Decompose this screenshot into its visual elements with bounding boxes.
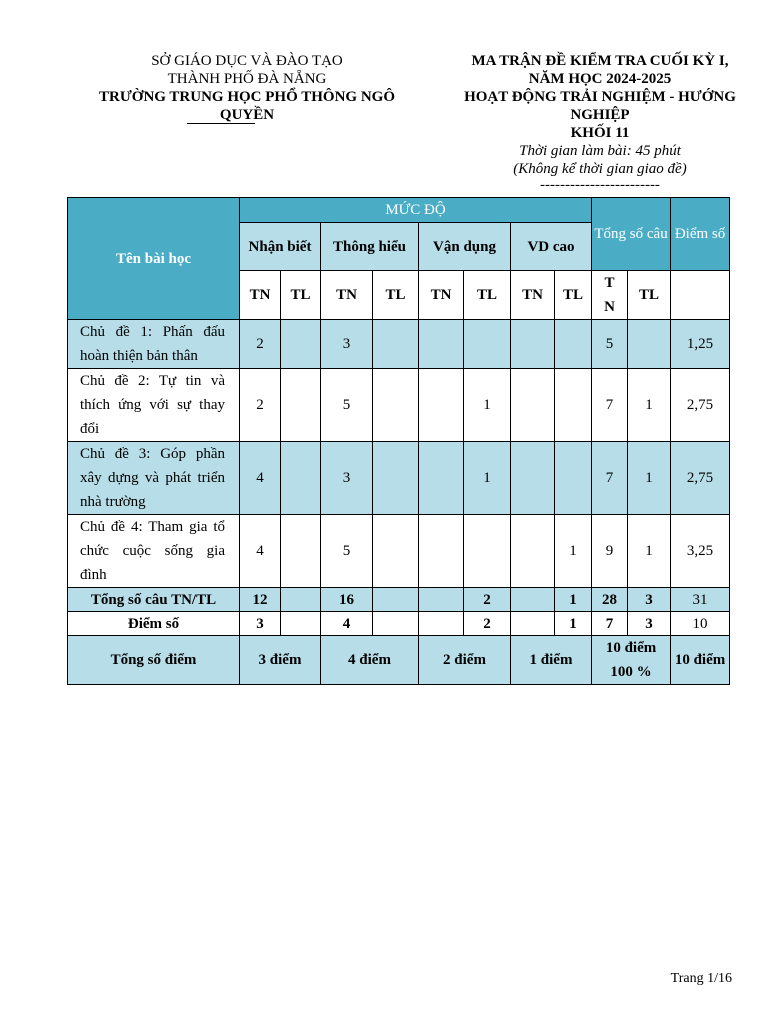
exam-time-note: (Không kể thời gian giao đề) — [513, 161, 687, 177]
topic-column-header: Tên bài học — [68, 198, 240, 320]
value-cell: 1 — [628, 369, 671, 442]
topic-cell: Chủ đề 4: Tham gia tổ chức cuộc sống gia đình — [68, 515, 240, 588]
topic-cell: Chủ đề 3: Góp phần xây dựng và phát triển nhà trường — [68, 442, 240, 515]
value-cell — [419, 612, 464, 636]
value-cell: 2 — [240, 369, 281, 442]
total-application: 2 điểm — [419, 636, 511, 685]
value-cell — [373, 588, 419, 612]
value-cell — [511, 320, 555, 369]
total-advanced-application: 1 điểm — [511, 636, 592, 685]
value-cell: 1 — [464, 369, 511, 442]
level-header: MỨC ĐỘ — [240, 198, 592, 223]
value-cell: 7 — [592, 612, 628, 636]
value-cell: 5 — [592, 320, 628, 369]
value-cell: 4 — [321, 612, 373, 636]
value-cell: 2 — [464, 612, 511, 636]
value-cell: 3 — [321, 442, 373, 515]
value-cell — [628, 320, 671, 369]
value-cell — [511, 588, 555, 612]
subject-line-1: HOẠT ĐỘNG TRẢI NGHIỆM - HƯỚNG — [464, 89, 736, 105]
value-cell — [373, 612, 419, 636]
value-cell: 1 — [628, 442, 671, 515]
value-cell — [281, 612, 321, 636]
score-cell: 3,25 — [671, 515, 730, 588]
sum-row — [68, 588, 730, 612]
subheader-total-tn: T N — [592, 271, 628, 320]
subheader-tl: TL — [464, 271, 511, 320]
value-cell: 4 — [240, 515, 281, 588]
value-cell — [281, 442, 321, 515]
value-cell — [419, 320, 464, 369]
subheader-tn: TN — [240, 271, 281, 320]
value-cell: 3 — [321, 320, 373, 369]
value-cell — [281, 515, 321, 588]
city-line: THÀNH PHỐ ĐÀ NẴNG — [167, 71, 327, 87]
level-recognition: Nhận biết — [240, 223, 321, 271]
exam-header — [440, 52, 760, 192]
score-cell: 31 — [671, 588, 730, 612]
value-cell: 1 — [555, 515, 592, 588]
page-number: Trang 1/16 — [670, 971, 732, 986]
level-comprehension: Thông hiểu — [321, 223, 419, 271]
table-row — [68, 369, 730, 442]
total-percent: 100 % — [610, 664, 652, 680]
department-line: SỞ GIÁO DỤC VÀ ĐÀO TẠO — [151, 53, 343, 69]
value-cell — [373, 369, 419, 442]
exam-time: Thời gian làm bài: 45 phút — [519, 143, 681, 159]
school-name-line-2: QUYỀN — [219, 107, 275, 123]
exam-matrix-table — [67, 197, 730, 685]
value-cell — [511, 612, 555, 636]
value-cell: 5 — [321, 515, 373, 588]
value-cell: 5 — [321, 369, 373, 442]
value-cell — [419, 588, 464, 612]
value-cell — [419, 515, 464, 588]
value-cell — [281, 320, 321, 369]
value-cell: 28 — [592, 588, 628, 612]
value-cell: 2 — [464, 588, 511, 612]
value-cell: 12 — [240, 588, 281, 612]
value-cell — [373, 515, 419, 588]
value-cell — [464, 320, 511, 369]
table-row — [68, 515, 730, 588]
exam-title-line-1: MA TRẬN ĐỀ KIỂM TRA CUỐI KỲ I, — [471, 53, 729, 69]
subheader-tn: TN — [321, 271, 373, 320]
value-cell — [511, 369, 555, 442]
score-cell: 10 — [671, 612, 730, 636]
value-cell — [464, 515, 511, 588]
level-advanced-application: VD cao — [511, 223, 592, 271]
value-cell: 1 — [628, 515, 671, 588]
table-row — [68, 320, 730, 369]
school-header — [62, 52, 432, 125]
level-application: Vận dụng — [419, 223, 511, 271]
value-cell — [373, 442, 419, 515]
total-score-cell: 10 điểm — [671, 636, 730, 685]
value-cell — [281, 588, 321, 612]
dash-separator: ------------------------ — [540, 177, 660, 193]
subheader-tn: TN — [419, 271, 464, 320]
value-cell: 1 — [555, 612, 592, 636]
value-cell: 1 — [555, 588, 592, 612]
score-cell: 1,25 — [671, 320, 730, 369]
header-underline — [187, 123, 255, 124]
total-comprehension: 4 điểm — [321, 636, 419, 685]
value-cell — [511, 442, 555, 515]
subheader-tl: TL — [555, 271, 592, 320]
value-cell: 9 — [592, 515, 628, 588]
value-cell — [555, 320, 592, 369]
total-label: Tổng số điểm — [68, 636, 240, 685]
grade-line: KHỐI 11 — [570, 125, 630, 141]
points-label: Điểm số — [68, 612, 240, 636]
subject-line-2: NGHIỆP — [570, 107, 630, 123]
total-recognition: 3 điểm — [240, 636, 321, 685]
total-questions-header: Tổng số câu — [592, 198, 671, 271]
total-points: 10 điểm — [605, 640, 657, 656]
value-cell: 7 — [592, 369, 628, 442]
subheader-score-empty — [671, 271, 730, 320]
value-cell: 3 — [240, 612, 281, 636]
value-cell: 2 — [240, 320, 281, 369]
score-cell: 2,75 — [671, 369, 730, 442]
value-cell: 3 — [628, 588, 671, 612]
topic-cell: Chủ đề 2: Tự tin và thích ứng với sự thay đổi — [68, 369, 240, 442]
total-row — [68, 636, 730, 685]
value-cell — [281, 369, 321, 442]
value-cell — [419, 442, 464, 515]
subheader-total-tl: TL — [628, 271, 671, 320]
subheader-tl: TL — [281, 271, 321, 320]
value-cell — [419, 369, 464, 442]
table-row — [68, 442, 730, 515]
score-cell: 2,75 — [671, 442, 730, 515]
value-cell: 1 — [464, 442, 511, 515]
subheader-tl: TL — [373, 271, 419, 320]
value-cell — [373, 320, 419, 369]
value-cell — [555, 442, 592, 515]
value-cell: 4 — [240, 442, 281, 515]
value-cell — [511, 515, 555, 588]
sum-label: Tổng số câu TN/TL — [68, 588, 240, 612]
points-row — [68, 612, 730, 636]
value-cell: 3 — [628, 612, 671, 636]
total-points-cell — [592, 636, 671, 685]
topic-cell: Chủ đề 1: Phấn đấu hoàn thiện bản thân — [68, 320, 240, 369]
value-cell — [555, 369, 592, 442]
subheader-tn: TN — [511, 271, 555, 320]
value-cell: 7 — [592, 442, 628, 515]
score-header: Điểm số — [671, 198, 730, 271]
exam-title-line-2: NĂM HỌC 2024-2025 — [528, 71, 672, 87]
school-name-line-1: TRƯỜNG TRUNG HỌC PHỔ THÔNG NGÔ — [99, 89, 395, 105]
value-cell: 16 — [321, 588, 373, 612]
